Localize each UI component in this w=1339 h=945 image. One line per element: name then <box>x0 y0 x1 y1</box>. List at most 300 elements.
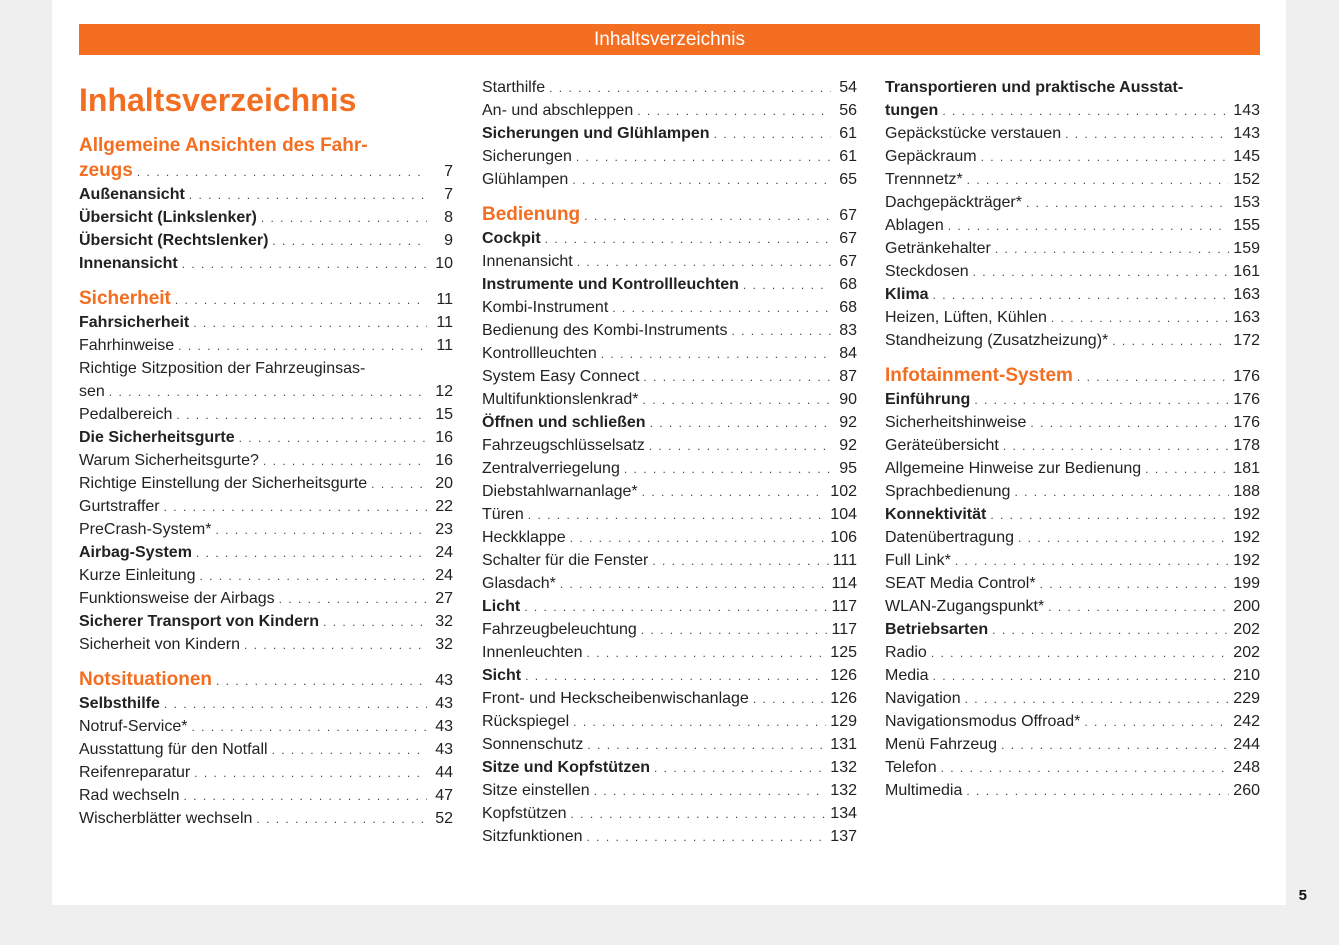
toc-entry[interactable] <box>885 191 1260 214</box>
toc-page-number: 126 <box>830 667 857 684</box>
toc-entry-label: Schalter für die Fenster <box>482 552 649 569</box>
toc-page-number: 153 <box>1233 194 1260 211</box>
toc-page-number: 163 <box>1233 309 1260 326</box>
toc-entry-continued: Transportieren und praktische Ausstat- <box>885 79 1184 96</box>
toc-entry[interactable] <box>79 495 453 518</box>
dot-leader <box>182 253 427 276</box>
dot-leader <box>948 215 1230 238</box>
toc-entry[interactable] <box>885 283 1260 306</box>
toc-entry-label: Rad wechseln <box>79 787 180 804</box>
toc-entry[interactable] <box>482 145 857 168</box>
toc-entry[interactable] <box>885 329 1260 352</box>
toc-page-number: 12 <box>435 383 453 400</box>
toc-entry[interactable] <box>885 756 1260 779</box>
toc-entry-label: Fahrsicherheit <box>79 314 190 331</box>
toc-entry[interactable] <box>79 738 453 761</box>
toc-column-3 <box>885 76 1260 802</box>
dot-leader <box>587 826 827 849</box>
toc-page-number: 43 <box>435 741 453 758</box>
toc-page-number: 56 <box>839 102 857 119</box>
toc-entry[interactable] <box>482 480 857 503</box>
toc-page-number: 65 <box>839 171 857 188</box>
toc-page-number: 16 <box>435 429 453 446</box>
dot-leader <box>1077 365 1229 390</box>
toc-entry-label: Datenübertragung <box>885 529 1014 546</box>
toc-page-number: 244 <box>1233 736 1260 753</box>
toc-entry-label: Getränkehalter <box>885 240 991 257</box>
toc-entry-label: Sicherheitshinweise <box>885 414 1027 431</box>
dot-leader <box>652 550 828 573</box>
toc-entry-label: Steckdosen <box>885 263 969 280</box>
toc-entry[interactable] <box>79 229 453 252</box>
dot-leader <box>587 734 826 757</box>
toc-entry-label: Bedienung des Kombi-Instruments <box>482 322 728 339</box>
toc-entry-label: Gepäckraum <box>885 148 977 165</box>
toc-page-number: 54 <box>839 79 857 96</box>
toc-entry-label: Pedalbereich <box>79 406 173 423</box>
toc-entry-continued: Richtige Sitzposition der Fahrzeuginsas- <box>79 360 366 377</box>
toc-entry-label: Bedienung <box>482 204 581 225</box>
toc-entry[interactable] <box>79 610 453 633</box>
dot-leader <box>570 527 827 550</box>
dot-leader <box>612 297 831 320</box>
toc-entry[interactable] <box>79 587 453 610</box>
toc-entry-label: Reifenreparatur <box>79 764 191 781</box>
toc-entry-label: Ausstattung für den Notfall <box>79 741 268 758</box>
toc-page-number: 229 <box>1233 690 1260 707</box>
toc-entry[interactable] <box>885 411 1260 434</box>
toc-entry[interactable] <box>79 334 453 357</box>
dot-leader <box>642 481 827 504</box>
dot-leader <box>178 335 427 358</box>
toc-entry-label: Standheizung (Zusatzheizung)* <box>885 332 1109 349</box>
dot-leader <box>643 389 831 412</box>
dot-leader <box>933 284 1230 307</box>
toc-entry[interactable] <box>482 733 857 756</box>
toc-page-number: 176 <box>1233 391 1260 408</box>
toc-entry[interactable] <box>79 807 453 830</box>
toc-entry[interactable] <box>482 365 857 388</box>
toc-page-number: 178 <box>1233 437 1260 454</box>
header-title: Inhaltsverzeichnis <box>593 29 746 50</box>
toc-chapter[interactable] <box>79 667 453 692</box>
toc-entry[interactable] <box>79 206 453 229</box>
toc-entry[interactable] <box>482 526 857 549</box>
dot-leader <box>196 542 427 565</box>
dot-leader <box>641 619 828 642</box>
toc-entry-label: Kombi-Instrument <box>482 299 609 316</box>
toc-page-number: 32 <box>435 613 453 630</box>
dot-leader <box>584 204 831 229</box>
dot-leader <box>942 100 1229 123</box>
toc-entry[interactable] <box>885 710 1260 733</box>
dot-leader <box>323 611 427 634</box>
dot-leader <box>649 435 831 458</box>
toc-page-number: 67 <box>839 253 857 270</box>
toc-entry-label: Kurze Einleitung <box>79 567 196 584</box>
toc-entry[interactable] <box>482 122 857 145</box>
toc-entry[interactable] <box>885 237 1260 260</box>
dot-leader <box>753 688 826 711</box>
toc-entry[interactable] <box>482 434 857 457</box>
dot-leader <box>137 160 427 185</box>
dot-leader <box>1084 711 1229 734</box>
dot-leader <box>643 366 831 389</box>
toc-entry[interactable] <box>885 214 1260 237</box>
dot-leader <box>184 785 428 808</box>
toc-entry[interactable] <box>79 692 453 715</box>
toc-entry-label: Heckklappe <box>482 529 566 546</box>
toc-entry[interactable] <box>79 183 453 206</box>
toc-page-number: 9 <box>444 232 453 249</box>
toc-entry[interactable] <box>885 503 1260 526</box>
toc-entry-label: Konnektivität <box>885 506 987 523</box>
toc-entry[interactable] <box>482 503 857 526</box>
toc-entry[interactable] <box>482 168 857 191</box>
dot-leader <box>1145 458 1229 481</box>
toc-entry[interactable] <box>482 595 857 618</box>
toc-page-number: 200 <box>1233 598 1260 615</box>
toc-entry-label: Funktionsweise der Airbags <box>79 590 275 607</box>
toc-page-number: 90 <box>839 391 857 408</box>
toc-chapter[interactable] <box>885 363 1260 388</box>
toc-entry[interactable] <box>482 273 857 296</box>
dot-leader <box>577 251 831 274</box>
toc-entry-continued: Allgemeine Ansichten des Fahr- <box>79 135 368 156</box>
toc-entry[interactable] <box>79 252 453 275</box>
dot-leader <box>176 404 427 427</box>
toc-entry[interactable] <box>885 779 1260 802</box>
toc-entry-label: Licht <box>482 598 521 615</box>
toc-entry-label: Fahrzeugbeleuchtung <box>482 621 637 638</box>
toc-entry-label: Glühlampen <box>482 171 569 188</box>
dot-leader <box>1030 412 1229 435</box>
toc-page-number: 106 <box>830 529 857 546</box>
toc-page-number: 192 <box>1233 529 1260 546</box>
dot-leader <box>1040 573 1230 596</box>
toc-page-number: 117 <box>831 621 857 638</box>
toc-entry-label: Außenansicht <box>79 186 185 203</box>
toc-entry[interactable] <box>482 342 857 365</box>
toc-page-number: 132 <box>830 759 857 776</box>
toc-entry[interactable] <box>482 388 857 411</box>
dot-leader <box>524 596 827 619</box>
toc-entry-label: Menü Fahrzeug <box>885 736 998 753</box>
toc-entry[interactable] <box>482 687 857 710</box>
toc-entry[interactable] <box>79 715 453 738</box>
toc-page-number: 181 <box>1233 460 1260 477</box>
toc-entry[interactable] <box>482 457 857 480</box>
toc-entry[interactable] <box>482 641 857 664</box>
toc-entry[interactable] <box>79 380 453 403</box>
toc-entry[interactable] <box>79 472 453 495</box>
toc-entry[interactable] <box>482 296 857 319</box>
toc-entry-label: Diebstahlwarnanlage* <box>482 483 638 500</box>
dot-leader <box>967 169 1230 192</box>
toc-page-number: 111 <box>832 552 857 569</box>
toc-entry[interactable] <box>79 426 453 449</box>
toc-page-number: 47 <box>435 787 453 804</box>
toc-entry[interactable] <box>482 250 857 273</box>
toc-page-number: 61 <box>839 148 857 165</box>
toc-entry[interactable] <box>885 664 1260 687</box>
toc-page-number: 8 <box>444 209 453 226</box>
dot-leader <box>731 320 831 343</box>
toc-page-number: 202 <box>1233 621 1260 638</box>
dot-leader <box>624 458 831 481</box>
toc-entry[interactable] <box>885 618 1260 641</box>
toc-entry-label: Betriebsarten <box>885 621 989 638</box>
toc-page-number: 61 <box>839 125 857 142</box>
toc-page-number: 92 <box>839 437 857 454</box>
toc-entry-label: Übersicht (Linkslenker) <box>79 209 257 226</box>
dot-leader <box>272 230 427 253</box>
dot-leader <box>244 634 427 657</box>
toc-entry[interactable] <box>482 779 857 802</box>
toc-entry[interactable] <box>482 710 857 733</box>
toc-entry[interactable] <box>482 227 857 250</box>
dot-leader <box>263 450 427 473</box>
toc-entry-label: Full Link* <box>885 552 951 569</box>
toc-entry[interactable] <box>482 549 857 572</box>
toc-entry[interactable] <box>885 572 1260 595</box>
toc-entry[interactable] <box>885 733 1260 756</box>
toc-page-number: 199 <box>1233 575 1260 592</box>
toc-entry[interactable] <box>885 122 1260 145</box>
dot-leader <box>933 665 1230 688</box>
toc-page-number: 95 <box>839 460 857 477</box>
toc-page-number: 67 <box>839 230 857 247</box>
toc-entry-label: Innenansicht <box>79 255 178 272</box>
dot-leader <box>587 642 827 665</box>
dot-leader <box>164 496 427 519</box>
toc-entry-label: Sonnenschutz <box>482 736 584 753</box>
toc-entry-label: Selbsthilfe <box>79 695 160 712</box>
toc-page-number: 132 <box>830 782 857 799</box>
toc-entry[interactable] <box>79 784 453 807</box>
toc-entry-label: Sitze einstellen <box>482 782 590 799</box>
toc-page-number: 92 <box>839 414 857 431</box>
toc-entry-label: Trennnetz* <box>885 171 963 188</box>
toc-page-number: 161 <box>1233 263 1260 280</box>
toc-entry[interactable] <box>482 99 857 122</box>
toc-page-number: 11 <box>436 291 453 308</box>
toc-entry-label: Media <box>885 667 929 684</box>
toc-entry-label: Ablagen <box>885 217 944 234</box>
toc-page-number: 155 <box>1233 217 1260 234</box>
toc-entry-label: Warum Sicherheitsgurte? <box>79 452 259 469</box>
toc-entry[interactable] <box>482 411 857 434</box>
toc-entry-label: sen <box>79 383 105 400</box>
toc-entry-label: Sitze und Kopfstützen <box>482 759 650 776</box>
dot-leader <box>650 412 831 435</box>
dot-leader <box>1048 596 1229 619</box>
toc-entry-label: Einführung <box>885 391 971 408</box>
dot-leader <box>200 565 427 588</box>
toc-entry[interactable] <box>482 802 857 825</box>
dot-leader <box>560 573 828 596</box>
toc-entry[interactable] <box>482 618 857 641</box>
dot-leader <box>601 343 831 366</box>
toc-page-number: 143 <box>1233 125 1260 142</box>
toc-entry-label: Starthilfe <box>482 79 546 96</box>
toc-entry[interactable] <box>885 549 1260 572</box>
toc-chapter[interactable] <box>79 286 453 311</box>
toc-entry-label: Front- und Heckscheibenwischanlage <box>482 690 749 707</box>
toc-entry[interactable] <box>79 518 453 541</box>
toc-entry-label: Notruf-Service* <box>79 718 188 735</box>
toc-entry-label: Fahrzeugschlüsselsatz <box>482 437 645 454</box>
dot-leader <box>1026 192 1229 215</box>
toc-page-number: 24 <box>435 544 453 561</box>
toc-entry[interactable] <box>79 761 453 784</box>
dot-leader <box>576 146 831 169</box>
toc-entry[interactable] <box>79 311 453 334</box>
toc-entry-label: SEAT Media Control* <box>885 575 1036 592</box>
toc-entry[interactable] <box>79 449 453 472</box>
toc-chapter[interactable] <box>79 158 453 183</box>
toc-entry-label: PreCrash-System* <box>79 521 212 538</box>
toc-entry[interactable] <box>482 825 857 848</box>
toc-page-number: 176 <box>1233 414 1260 431</box>
dot-leader <box>1014 481 1229 504</box>
toc-page-number: 248 <box>1233 759 1260 776</box>
toc-entry[interactable] <box>482 572 857 595</box>
dot-leader <box>1003 435 1229 458</box>
toc-page-number: 68 <box>839 276 857 293</box>
toc-entry[interactable] <box>79 403 453 426</box>
dot-leader <box>714 123 831 146</box>
toc-entry[interactable] <box>885 641 1260 664</box>
toc-page-number: 7 <box>444 163 453 180</box>
dot-leader <box>175 288 427 313</box>
toc-entry[interactable] <box>885 434 1260 457</box>
dot-leader <box>549 77 831 100</box>
dot-leader <box>164 693 427 716</box>
dot-leader <box>1065 123 1229 146</box>
toc-entry[interactable] <box>885 687 1260 710</box>
toc-entry[interactable] <box>482 756 857 779</box>
dot-leader <box>261 207 427 230</box>
toc-entry-label: Türen <box>482 506 524 523</box>
toc-entry-label: Sitzfunktionen <box>482 828 583 845</box>
toc-page-number: 152 <box>1233 171 1260 188</box>
toc-entry[interactable] <box>885 306 1260 329</box>
toc-page-number: 7 <box>444 186 453 203</box>
toc-page-number: 15 <box>435 406 453 423</box>
toc-entry[interactable] <box>79 564 453 587</box>
toc-entry[interactable] <box>885 457 1260 480</box>
dot-leader <box>973 261 1230 284</box>
dot-leader <box>525 665 826 688</box>
dot-leader <box>371 473 427 496</box>
toc-entry-label: Sicherungen und Glühlampen <box>482 125 710 142</box>
toc-entry-label: Sicherheit von Kindern <box>79 636 240 653</box>
toc-entry[interactable] <box>885 168 1260 191</box>
toc-page-number: 143 <box>1233 102 1260 119</box>
toc-entry-label: An- und abschleppen <box>482 102 634 119</box>
toc-page-number: 52 <box>435 810 453 827</box>
dot-leader <box>974 389 1229 412</box>
toc-entry[interactable] <box>885 145 1260 168</box>
dot-leader <box>191 716 427 739</box>
dot-leader <box>992 619 1229 642</box>
toc-page-number: 43 <box>435 718 453 735</box>
toc-page-number: 87 <box>839 368 857 385</box>
toc-page-number: 137 <box>830 828 857 845</box>
toc-page-number: 117 <box>831 598 857 615</box>
toc-entry-label: Allgemeine Hinweise zur Bedienung <box>885 460 1142 477</box>
toc-entry[interactable] <box>885 526 1260 549</box>
dot-leader <box>571 803 827 826</box>
dot-leader <box>189 184 427 207</box>
dot-leader <box>528 504 827 527</box>
dot-leader <box>990 504 1229 527</box>
toc-entry-label: System Easy Connect <box>482 368 640 385</box>
toc-entry[interactable] <box>79 633 453 656</box>
toc-entry[interactable] <box>482 319 857 342</box>
toc-entry-label: Gurtstraffer <box>79 498 160 515</box>
toc-page-number: 131 <box>830 736 857 753</box>
toc-page-number: 84 <box>839 345 857 362</box>
toc-entry[interactable] <box>885 595 1260 618</box>
dot-leader <box>1018 527 1229 550</box>
toc-entry[interactable] <box>482 76 857 99</box>
toc-page-number: 83 <box>839 322 857 339</box>
toc-page-number: 11 <box>436 337 453 354</box>
toc-chapter[interactable] <box>482 202 857 227</box>
dot-leader <box>1112 330 1229 353</box>
dot-leader <box>1001 734 1229 757</box>
toc-page-number: 242 <box>1233 713 1260 730</box>
toc-page-number: 23 <box>435 521 453 538</box>
toc-entry[interactable] <box>885 480 1260 503</box>
toc-entry[interactable] <box>79 541 453 564</box>
toc-entry[interactable] <box>885 260 1260 283</box>
toc-page-number: 176 <box>1233 368 1260 385</box>
dot-leader <box>966 780 1229 803</box>
toc-entry-label: Telefon <box>885 759 937 776</box>
toc-entry-label: Cockpit <box>482 230 541 247</box>
toc-entry-label: Geräteübersicht <box>885 437 999 454</box>
toc-page-number: 22 <box>435 498 453 515</box>
toc-entry[interactable] <box>885 99 1260 122</box>
toc-page-number: 43 <box>435 695 453 712</box>
toc-page-number: 24 <box>435 567 453 584</box>
dot-leader <box>981 146 1230 169</box>
toc-entry-label: Richtige Einstellung der Sicherheitsgurte <box>79 475 368 492</box>
dot-leader <box>272 739 427 762</box>
toc-entry-label: Navigationsmodus Offroad* <box>885 713 1081 730</box>
toc-page-number: 44 <box>435 764 453 781</box>
toc-entry-label: Navigation <box>885 690 961 707</box>
toc-page-number: 125 <box>830 644 857 661</box>
toc-page-number: 104 <box>830 506 857 523</box>
toc-entry-label: Sicherheit <box>79 288 171 309</box>
toc-entry-label: Übersicht (Rechtslenker) <box>79 232 269 249</box>
toc-entry[interactable] <box>482 664 857 687</box>
dot-leader <box>654 757 826 780</box>
toc-page-number: 16 <box>435 452 453 469</box>
toc-page-number: 163 <box>1233 286 1260 303</box>
dot-leader <box>573 711 826 734</box>
toc-entry[interactable] <box>885 388 1260 411</box>
toc-page-number: 210 <box>1233 667 1260 684</box>
toc-entry-label: Multimedia <box>885 782 963 799</box>
toc-page-number: 114 <box>831 575 857 592</box>
toc-entry-label: Glasdach* <box>482 575 556 592</box>
toc-entry-label: Sicherungen <box>482 148 572 165</box>
